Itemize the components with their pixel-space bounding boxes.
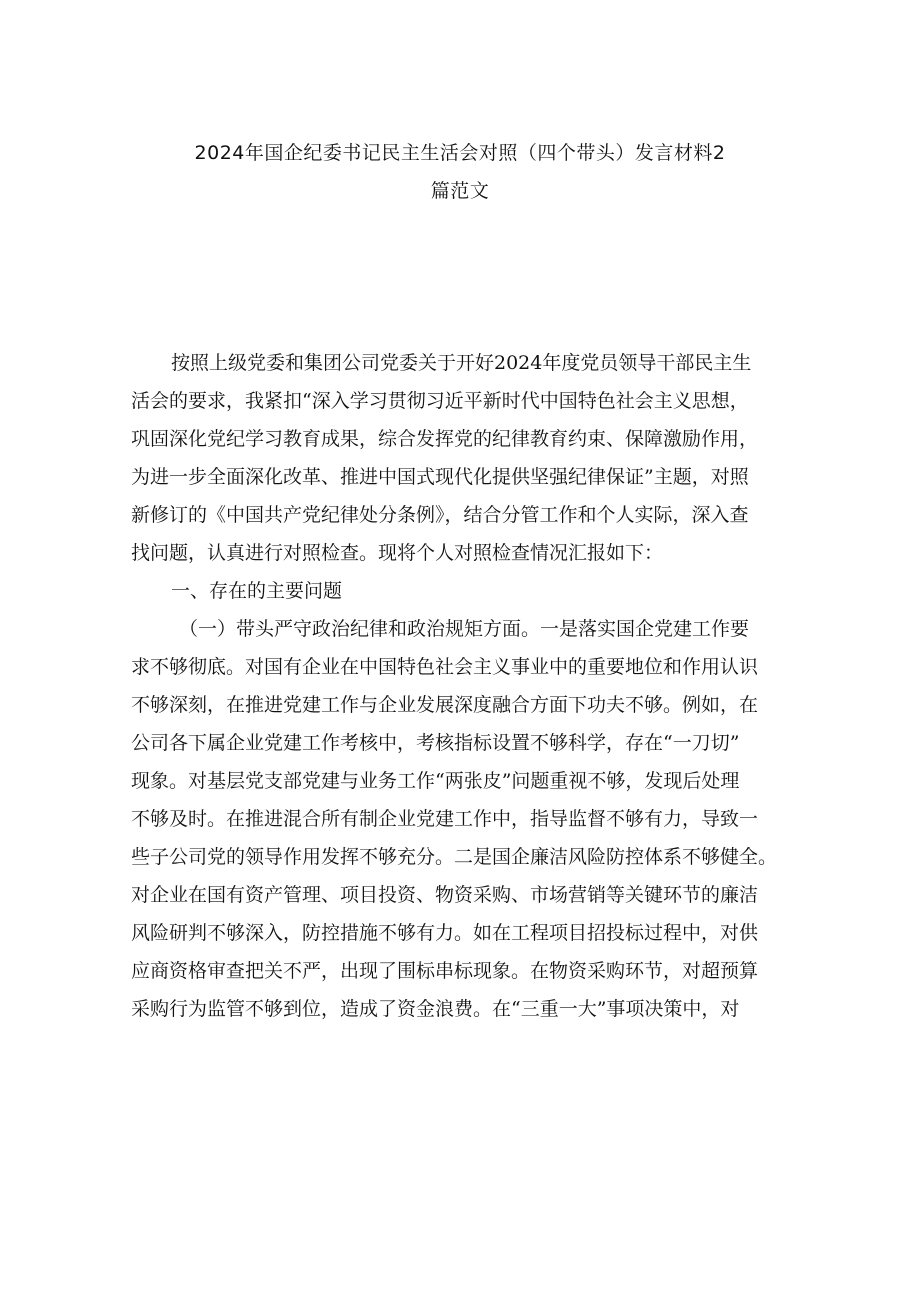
title-line-1: 2024年国企纪委书记民主生活会对照（四个带头）发言材料2: [194, 142, 726, 164]
paragraph-line: 巩固深化党纪学习教育成果，综合发挥党的纪律教育约束、保障激励作用，: [131, 428, 759, 450]
paragraph-line: 采购行为监管不够到位，造成了资金浪费。在“三重一大”事项决策中，对: [131, 998, 740, 1020]
paragraph-line: 应商资格审查把关不严，出现了围标串标现象。在物资采购环节，对超预算: [131, 960, 759, 982]
paragraph-line: 现象。对基层党支部党建与业务工作“两张皮”问题重视不够，发现后处理: [131, 770, 740, 792]
paragraph-line: 公司各下属企业党建工作考核中，考核指标设置不够科学，存在“一刀切”: [131, 732, 740, 754]
paragraph-line: 为进一步全面深化改革、推进中国式现代化提供坚强纪律保证”主题，对照: [131, 466, 749, 488]
paragraph-line: 按照上级党委和集团公司党委关于开好2024年度党员领导干部民主生: [171, 352, 752, 374]
paragraph-line: 对企业在国有资产管理、项目投资、物资采购、市场营销等关键环节的廉洁: [131, 884, 759, 906]
paragraph-line: 风险研判不够深入，防控措施不够有力。如在工程项目招投标过程中，对供: [131, 922, 759, 944]
paragraph-line: 找问题，认真进行对照检查。现将个人对照检查情况汇报如下：: [131, 542, 664, 564]
title-line-2: 篇范文: [430, 180, 490, 202]
document-body: [131, 344, 795, 1028]
document-title: [130, 134, 790, 210]
paragraph-line: 不够及时。在推进混合所有制企业党建工作中，指导监督不够有力，导致一: [131, 808, 759, 830]
paragraph-line: 不够深刻，在推进党建工作与企业发展深度融合方面下功夫不够。例如，在: [131, 694, 759, 716]
paragraph-line: 求不够彻底。对国有企业在中国特色社会主义事业中的重要地位和作用认识: [131, 656, 759, 678]
paragraph-line: 些子公司党的领导作用发挥不够充分。二是国企廉洁风险防控体系不够健全。: [131, 846, 778, 868]
paragraph-line: 活会的要求，我紧扣“深入学习贯彻习近平新时代中国特色社会主义思想，: [131, 390, 749, 412]
section-heading: 一、存在的主要问题: [171, 580, 343, 602]
paragraph-line: 新修订的《中国共产党纪律处分条例》，结合分管工作和个人实际，深入查: [131, 504, 749, 526]
paragraph-line: （一）带头严守政治纪律和政治规矩方面。一是落实国企党建工作要: [179, 618, 750, 640]
